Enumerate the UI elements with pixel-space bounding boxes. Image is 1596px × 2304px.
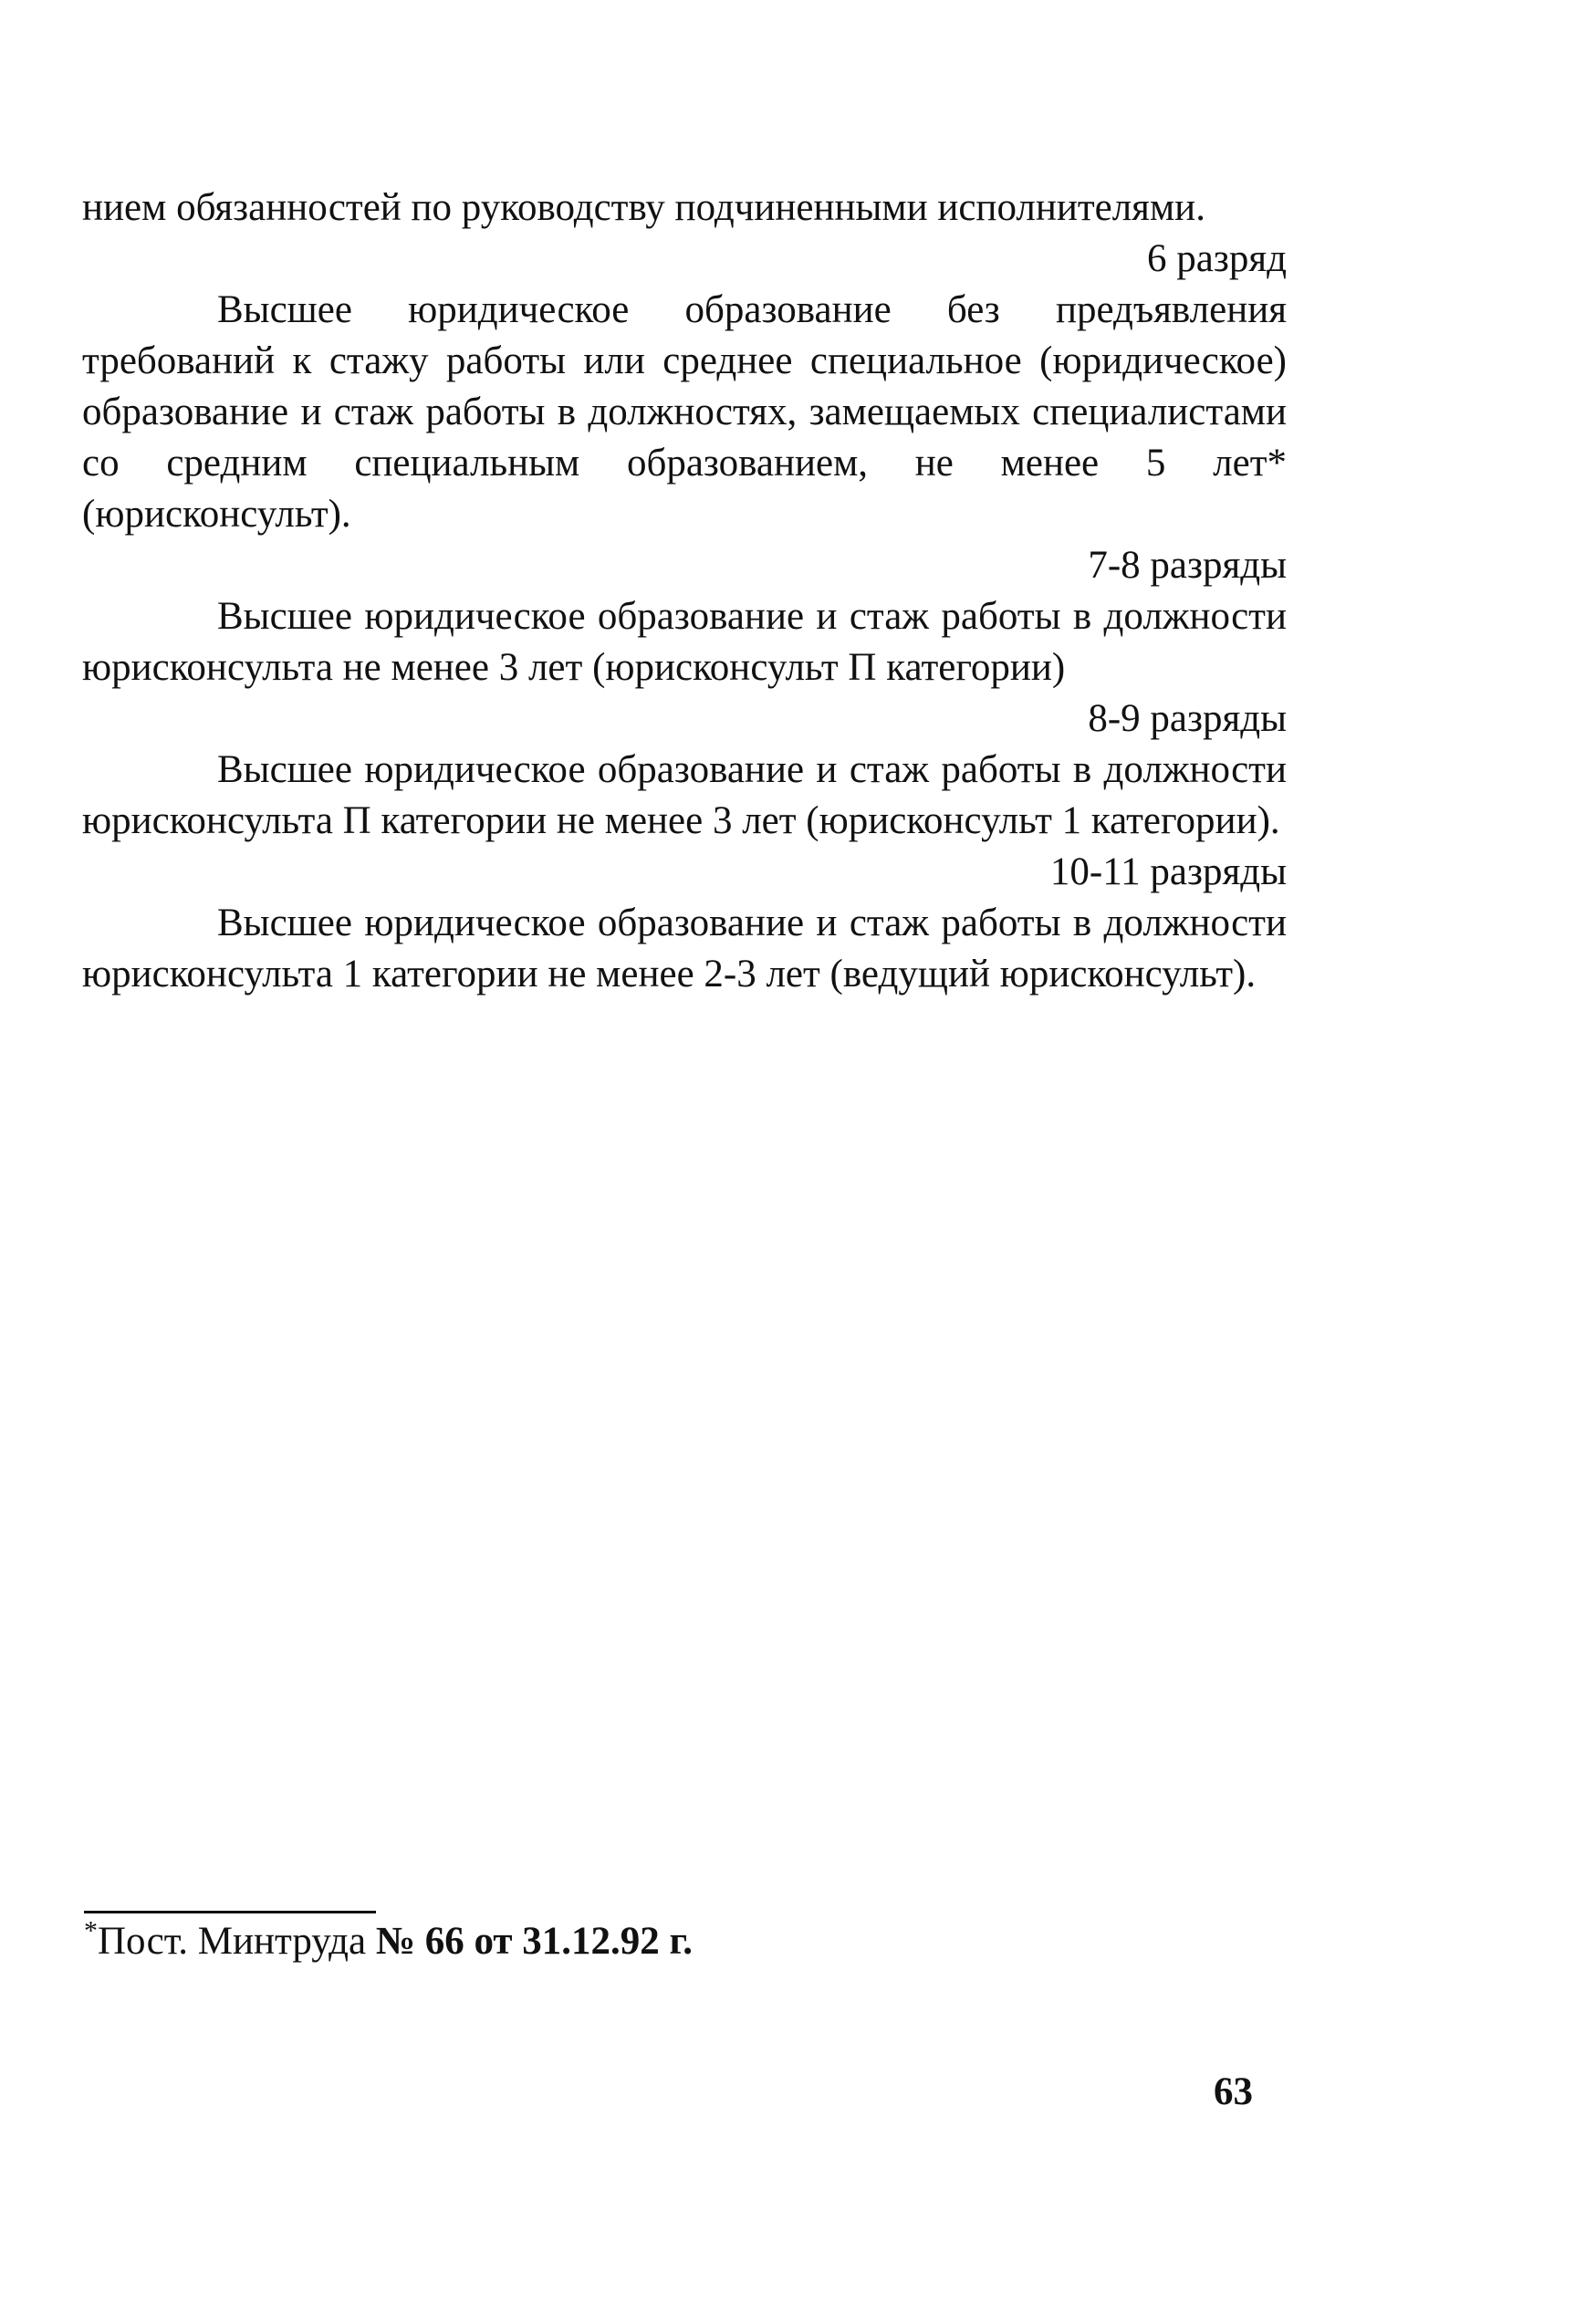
section-heading-7-8: 7-8 разряды xyxy=(1088,544,1287,587)
footnote-divider xyxy=(84,1911,376,1913)
section-text-8-9: Высшее юридическое образование и стаж работы в должности юрисконсульта П категории не менее 3 лет (юрисконсульт 1 категории). xyxy=(82,748,1287,842)
continuation-line: нием обязанностей по руководству подчиненными исполнителями. xyxy=(82,186,1205,229)
footnote-prefix: Пост. Минтруда xyxy=(98,1920,367,1963)
section-text-10-11: Высшее юридическое образование и стаж работы в должности юрисконсульта 1 категории не менее 2-3 лет (ведущий юрисконсульт). xyxy=(82,902,1287,996)
section-text-6: Высшее юридическое образование без предъявления требований к стажу работы или среднее специальное (юридическое) образование и стаж работы в должностях, замещаемых специалистами со средним специальным образованием, не менее 5 лет* (юрисконсульт). xyxy=(82,288,1287,536)
section-heading-8-9: 8-9 разряды xyxy=(1088,697,1287,740)
section-heading-6: 6 разряд xyxy=(1147,237,1287,280)
page-number: 63 xyxy=(1214,2070,1253,2113)
footnote-reference: № 66 от 31.12.92 г. xyxy=(375,1920,693,1963)
footnote xyxy=(84,1916,693,1967)
footnote-marker: * xyxy=(84,1915,98,1946)
main-text xyxy=(82,182,1287,1000)
section-text-7-8: Высшее юридическое образование и стаж работы в должности юрисконсульта не менее 3 лет (юрисконсульт П категории) xyxy=(82,595,1287,689)
section-heading-10-11: 10-11 разряды xyxy=(1049,850,1287,893)
